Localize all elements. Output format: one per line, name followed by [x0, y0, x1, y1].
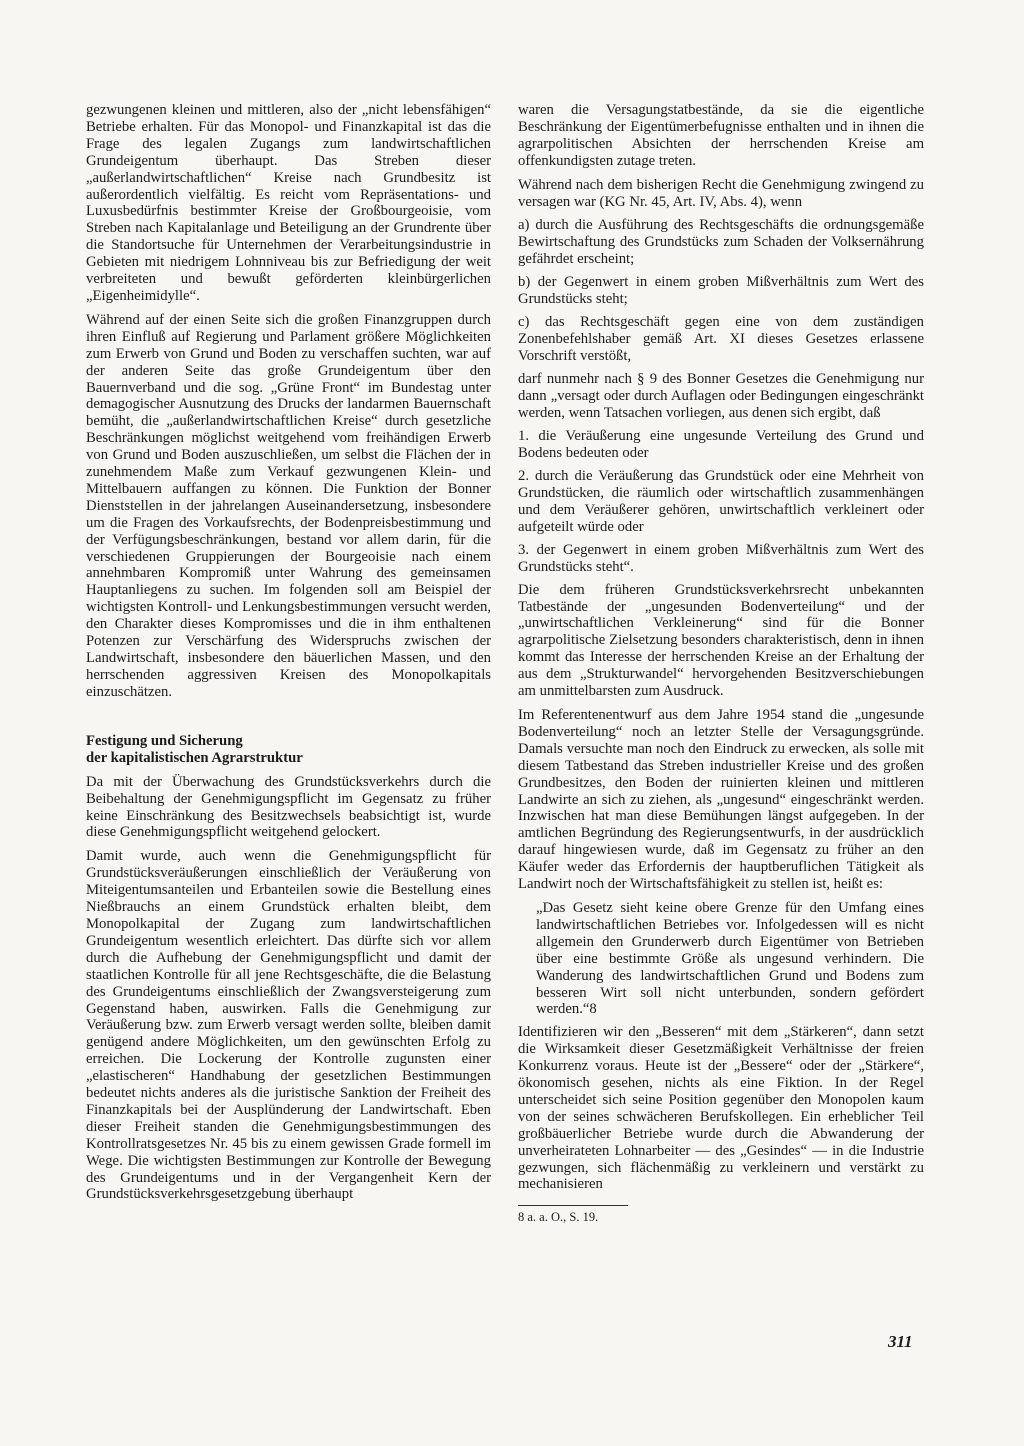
list-item: c) das Rechtsgeschäft gegen eine von dem zuständigen Zonenbefehlshaber gemäß Art. XI dieses Gesetzes erlassene Vorschrift verstößt,	[518, 313, 924, 364]
right-column	[518, 102, 924, 1225]
list-item: 3. der Gegenwert in einem groben Mißverhältnis zum Wert des Grundstücks steht“.	[518, 541, 924, 575]
paragraph: Während nach dem bisherigen Recht die Genehmigung zwingend zu versagen war (KG Nr. 45, Art. IV, Abs. 4), wenn	[518, 176, 924, 210]
paragraph: gezwungenen kleinen und mittleren, also der „nicht lebensfähigen“ Betriebe erhalten. Für das Monopol- und Finanzkapital ist das die Frage des legalen Zugangs zum landwirtschaftlichen Grundeigentum überhaupt. Das Streben dieser „außerlandwirtschaftlichen“ Kreise nach Grundbesitz ist außerordentlich vielfältig. Es reicht vom Repräsentations- und Luxusbedürfnis bestimmter Kreise der Großbourgeoisie, vom Streben nach Kapitalanlage und Beteiligung an der Grundrente über die Standortsuche für Unternehmen der Verarbeitungsindustrie in Gebieten mit niedrigem Lohnniveau bis zur Befriedigung der weit verbreiteten und bewußt geförderten kleinbürgerlichen „Eigenheimidylle“.	[86, 102, 491, 304]
list-item: b) der Gegenwert in einem groben Mißverhältnis zum Wert des Grundstücks steht;	[518, 274, 924, 308]
section-heading-line: der kapitalistischen Agrarstruktur	[86, 749, 303, 766]
paragraph: waren die Versagungstatbestände, da sie die eigentliche Beschränkung der Eigentümerbefugnisse enthalten und in ihnen die agrarpolitischen Absichten der herrschenden Kreise am offenkundigsten zutage treten.	[518, 102, 924, 169]
list-item: a) durch die Ausführung des Rechtsgeschäfts die ordnungsgemäße Bewirtschaftung des Grundstücks zum Schaden der Volksernährung gefährdet erscheint;	[518, 217, 924, 268]
footnote: 8 a. a. O., S. 19.	[518, 1210, 599, 1225]
paragraph: darf nunmehr nach § 9 des Bonner Gesetzes die Genehmigung nur dann „versagt oder durch Auflagen oder Bedingungen eingeschränkt werden, wenn Tatsachen vorliegen, aus denen sich ergibt, daß	[518, 370, 924, 421]
footnote-divider	[518, 1205, 628, 1206]
paragraph: Im Referentenentwurf aus dem Jahre 1954 stand die „ungesunde Bodenverteilung“ noch an letzter Stelle der Versagungsgründe. Damals versuchte man noch den Eindruck zu erwecken, als solle mit diesem Tatbestand das Streben industrieller Kreise und des großen Grundbesitzes, den Boden der ruinierten kleinen und mittleren Landwirte an sich zu ziehen, als „ungesund“ eingeschränkt werden. Inzwischen hat man diese Bemühungen längst aufgegeben. In der amtlichen Begründung des Regierungsentwurfs, in der ausdrücklich darauf hingewiesen wurde, daß im Gegensatz zu früher an den Käufer weder das Erfordernis der hauptberuflichen Tätigkeit als Landwirt noch der Wirtschaftsfähigkeit zu stellen ist, heißt es:	[518, 707, 924, 893]
list-item: 2. durch die Veräußerung das Grundstück oder eine Mehrheit von Grundstücken, die räumlich oder wirtschaftlich zusammenhängen und dem Veräußerer gehören, unwirtschaftlich verkleinert oder aufgeteilt würde oder	[518, 468, 924, 535]
paragraph: Identifizieren wir den „Besseren“ mit dem „Stärkeren“, dann setzt die Wirksamkeit dieser Gesetzmäßigkeit Verhältnisse der freien Konkurrenz voraus. Heute ist der „Bessere“ oder der „Stärkere“, ökonomisch gesehen, nichts als eine Fiktion. In der Regel unterscheidet sich seine Position gegenüber den Monopolen kaum von der seines schwächeren Berufskollegen. Ein erheblicher Teil großbäuerlicher Betriebe wurde durch die Abwanderung der unverheirateten Lohnarbeiter — des „Gesindes“ — in die Industrie gezwungen, sich flächenmäßig zu verkleinern und verstärkt zu mechanisieren	[518, 1024, 924, 1193]
block-quote: „Das Gesetz sieht keine obere Grenze für den Umfang eines landwirtschaftlichen Betriebes vor. Infolgedessen will es nicht allgemein den Grunderwerb durch Eigentümer von Betrieben über eine bestimmte Größe als ungesund verhindern. Die Wanderung des landwirtschaftlichen Grund und Bodens zum besseren Wirt soll nicht unterbunden, sondern gefördert werden.“8	[536, 899, 924, 1018]
paragraph: Während auf der einen Seite sich die großen Finanzgruppen durch ihren Einfluß auf Regierung und Parlament größere Möglichkeiten zum Erwerb von Grund und Boden zu verschaffen suchten, war auf der anderen Seite das große Grundeigentum über den Bauernverband und die sog. „Grüne Front“ im Bundestag unter demagogischer Ausnutzung des Drucks der landarmen Bauernschaft bemüht, die „außerlandwirtschaftlichen Kreise“ durch gesetzliche Beschränkungen möglichst weitgehend vom freihändigen Erwerb von Grund und Boden auszuschließen, um selbst die Flächen der in zunehmendem Maße zum Verkauf gezwungenen Klein- und Mittelbauern auffangen zu können. Die Funktion der Bonner Dienststellen in der jahrelangen Auseinandersetzung, insbesondere um die Fragen des Vorkaufsrechts, der Bodenpreisbestimmung und der Verfügungsbeschränkungen, bestand vor allem darin, für die verschiedenen Gruppierungen der Bourgeoisie nach einem annehmbaren Kompromiß unter Wahrung des gemeinsamen Hauptanliegens zu suchen. Im folgenden soll am Beispiel der wichtigsten Kontroll- und Lenkungsbestimmungen versucht werden, den Charakter dieses Kompromisses und die in ihm enthaltenen Potenzen zur Verschärfung des Widerspruchs zwischen der Landwirtschaft, insbesondere den bäuerlichen Massen, und den herrschenden aggressiven Kreisen des Monopolkapitals einzuschätzen.	[86, 311, 491, 700]
paragraph: Damit wurde, auch wenn die Genehmigungspflicht für Grundstücksveräußerungen einschließlich der Veräußerung von Miteigentumsanteilen und Erbanteilen sowie die Bestellung eines Nießbrauchs an einem Grundstück erhalten bleibt, dem Monopolkapital der Zugang zum landwirtschaftlichen Grundeigentum wesentlich erleichtert. Das dürfte sich vor allem durch die Aufhebung der Genehmigungspflicht und damit der staatlichen Kontrolle für all jene Rechtsgeschäfte, die die Belastung des Grundeigentums einschließlich der Zwangsversteigerung zum Gegenstand haben, auswirken. Falls die Genehmigung zur Veräußerung bzw. zum Erwerb versagt werden sollte, bleiben damit genügend andere Möglichkeiten, um den gewünschten Erfolg zu erreichen. Die Lockerung der Kontrolle zugunsten einer „elastischeren“ Handhabung der gesetzlichen Bestimmungen bedeutet nichts anderes als die juristische Sanktion der Freiheit des Finanzkapitals bei der Ausplünderung der Landwirtschaft. Eben dieser Freiheit standen die Genehmigungsbestimmungen des Kontrollratsgesetzes Nr. 45 bis zu einem gewissen Grade formell im Wege. Die wichtigsten Bestimmungen zur Kontrolle der Bewegung des Grundeigentums und in der Vergangenheit Kern der Grundstücksverkehrsgesetzgebung überhaupt	[86, 848, 491, 1203]
left-column	[86, 102, 491, 1210]
paragraph: Da mit der Überwachung des Grundstücksverkehrs durch die Beibehaltung der Genehmigungspflicht im Gegensatz zu früher keine Einschränkung des Besitzwechsels beabsichtigt ist, wurde diese Genehmigungspflicht weitgehend gelockert.	[86, 773, 491, 841]
section-heading	[86, 733, 491, 767]
page-number: 311	[888, 1332, 913, 1351]
section-heading-line: Festigung und Sicherung	[86, 732, 243, 749]
paragraph: Die dem früheren Grundstücksverkehrsrecht unbekannten Tatbestände der „ungesunden Bodenverteilung“ und der „unwirtschaftlichen Verkleinerung“ sind für die Bonner agrarpolitische Zielsetzung besonders charakteristisch, denn in ihnen kommt das Interesse der herrschenden Kreise an der Erhaltung der aus dem „Strukturwandel“ hervorgehenden Besitzverschiebungen am unmittelbarsten zum Ausdruck.	[518, 581, 924, 700]
list-item: 1. die Veräußerung eine ungesunde Verteilung des Grund und Bodens bedeuten oder	[518, 428, 924, 462]
